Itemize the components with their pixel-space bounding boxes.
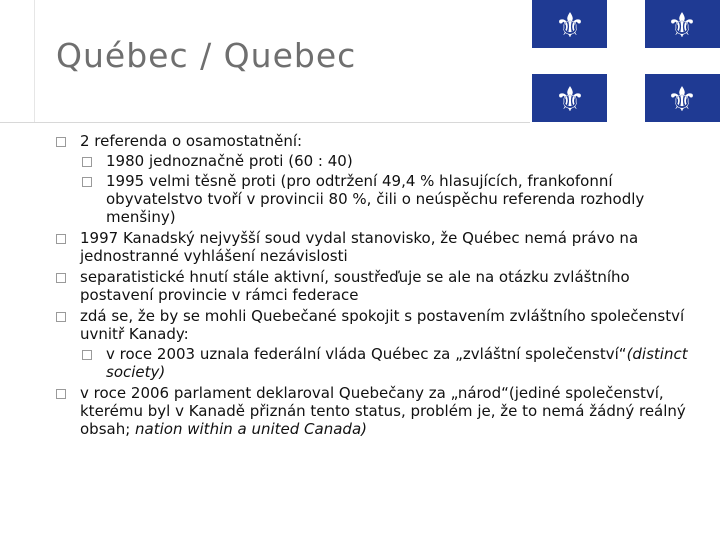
sub-bullet-text: v roce 2003 uznala federální vláda Québec za „zvláštní společenství“ [106,345,627,363]
bullet-nation-2006 [56,384,706,438]
sub-bullet-2003 [80,345,706,381]
sub-bullet-italic-text: (distinct society) [106,345,688,381]
svg-text:⚜: ⚜ [554,80,586,120]
square-bullet-icon [82,350,92,360]
quebec-flag-image [530,0,720,122]
bullet-text: v roce 2006 parlament deklaroval Quebečany za „národ“(jediné společenství, kterému byl v Kanadě přiznán tento status, problém je, že to nemá žádný reálný obsah; [80,384,686,438]
square-bullet-icon [82,157,92,167]
square-bullet-icon [82,177,92,187]
sub-bullet-text: 1980 jednoznačně proti (60 : 40) [106,152,353,170]
square-bullet-icon [56,389,66,399]
bullet-list [56,132,706,441]
sub-bullet-1980 [80,152,706,170]
sub-list [80,345,706,381]
bullet-text: separatistické hnutí stále aktivní, soustřeďuje se ale na otázku zvláštního postavení provincie v rámci federace [80,268,630,304]
square-bullet-icon [56,273,66,283]
bullet-italic-text: nation within a united Canada) [135,420,367,438]
square-bullet-icon [56,312,66,322]
svg-text:⚜: ⚜ [554,6,586,46]
sub-bullet-text: 1995 velmi těsně proti (pro odtržení 49,4 % hlasujících, frankofonní obyvatelstvo tvoří v provincii 80 %, čili o neúspěchu referenda rozhodly menšiny) [106,172,645,226]
bullet-text: zdá se, že by se mohli Quebečané spokojit s postavením zvláštního společenství uvnitř Kanady: [80,307,685,343]
title-underline [0,122,530,123]
bullet-supreme-court [56,229,706,265]
bullet-text: 1997 Kanadský nejvyšší soud vydal stanovisko, že Québec nemá právo na jednostranné vyhlášení nezávislosti [80,229,639,265]
bullet-text: 2 referenda o osamostatnění: [80,132,303,150]
bullet-special-status [56,307,706,381]
sub-list [80,152,706,226]
svg-text:⚜: ⚜ [666,80,698,120]
sub-bullet-1995 [80,172,706,226]
bullet-referenda [56,132,706,226]
svg-text:⚜: ⚜ [666,6,698,46]
title-side-rule [34,0,35,122]
square-bullet-icon [56,234,66,244]
square-bullet-icon [56,137,66,147]
bullet-separatist-movement [56,268,706,304]
slide-title: Québec / Quebec [56,36,357,75]
